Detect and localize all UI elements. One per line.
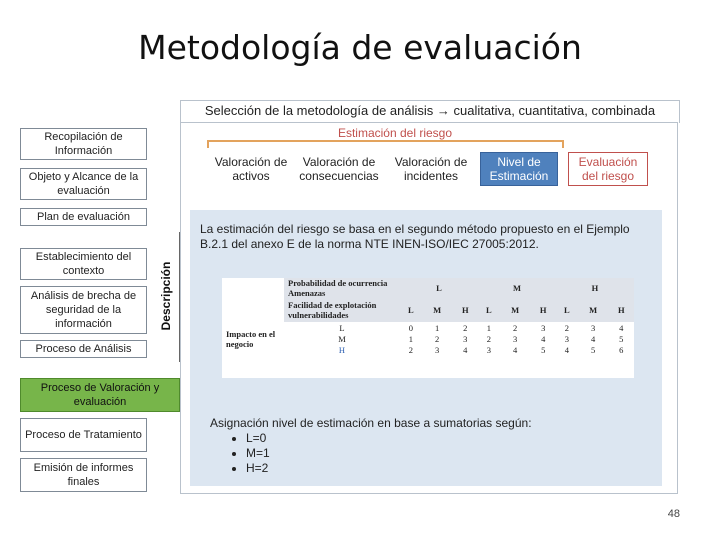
matrix-cell: 2 (408, 344, 413, 355)
step-recopilacion: Recopilación de Información (20, 128, 147, 160)
risk-matrix-table (222, 278, 634, 355)
sum-assignment (210, 416, 570, 476)
matrix-cell: 4 (463, 344, 468, 355)
step-contexto: Establecimiento del contexto (20, 248, 147, 280)
step-evaluacion-riesgo: Evaluación del riesgo (568, 152, 648, 186)
estimation-bracket (207, 140, 564, 148)
impact-level: L (339, 322, 345, 333)
sum-item: • H=2 (246, 461, 570, 476)
step-tratamiento: Proceso de Tratamiento (20, 418, 147, 452)
description-label: Descripción (159, 261, 173, 331)
sum-item: • M=1 (246, 446, 570, 461)
matrix-cell: 3 (513, 333, 518, 344)
matrix-cell: 4 (619, 322, 624, 333)
matrix-cell: 2 (513, 322, 518, 333)
impact-level: H (338, 344, 346, 355)
step-brecha: Análisis de brecha de seguridad de la información (20, 286, 147, 334)
matrix-cell: 3 (541, 322, 546, 333)
vuln-level: L (478, 298, 500, 322)
matrix-cell: 4 (541, 333, 546, 344)
prob-label: Probabilidad de ocurrencia Amenazas (284, 278, 400, 298)
vuln-level: M (500, 298, 531, 322)
impact-label: Impacto en el negocio (226, 328, 276, 349)
matrix-cell: 1 (435, 322, 440, 333)
matrix-cell: 1 (408, 333, 413, 344)
risk-matrix (222, 278, 634, 378)
threat-level-1: M (478, 278, 556, 298)
methodology-subtitle: Selección de la metodología de análisis → cualitativa, cuantitativa, combinada (180, 100, 680, 123)
matrix-cell: 3 (463, 333, 468, 344)
matrix-cell: 5 (541, 344, 546, 355)
matrix-cell: 2 (486, 333, 491, 344)
page-number: 48 (667, 508, 680, 520)
vuln-level: M (578, 298, 609, 322)
step-objeto-alcance: Objeto y Alcance de la evaluación (20, 168, 147, 200)
description-label-box (152, 232, 180, 362)
matrix-cell: 2 (463, 322, 468, 333)
matrix-cell: 3 (435, 344, 440, 355)
step-valoracion-incidentes: Valoración de incidentes (394, 155, 468, 183)
matrix-cell: 0 (408, 322, 413, 333)
step-informes: Emisión de informes finales (20, 458, 147, 492)
threat-level-2: H (556, 278, 634, 298)
description-divider (179, 232, 180, 362)
vuln-level: L (556, 298, 578, 322)
sum-item: • L=0 (246, 431, 570, 446)
vuln-level: H (453, 298, 478, 322)
sum-list (210, 431, 570, 476)
matrix-cell: 2 (435, 333, 440, 344)
vuln-level: H (609, 298, 635, 322)
facilidad-label: Facilidad de explotación vulnerabilidades (284, 298, 400, 322)
step-analisis: Proceso de Análisis (20, 340, 147, 358)
estimation-label: Estimación del riesgo (337, 126, 453, 140)
matrix-cell: 4 (513, 344, 518, 355)
matrix-cell: 6 (619, 344, 624, 355)
matrix-cell: 5 (590, 344, 596, 355)
panel-text: La estimación del riesgo se basa en el segundo método propuesto en el Ejemplo B.2.1 del anexo E de la norma NTE INEN-ISO/IEC 27005:2012. (200, 222, 630, 251)
vuln-level: H (531, 298, 556, 322)
matrix-cell: 3 (590, 322, 596, 333)
matrix-cell: 1 (486, 322, 491, 333)
matrix-cell: 5 (619, 333, 624, 344)
vuln-level: L (400, 298, 422, 322)
matrix-cell: 3 (486, 344, 491, 355)
sum-intro: Asignación nivel de estimación en base a sumatorias según: (210, 416, 532, 430)
matrix-cell: 4 (590, 333, 596, 344)
slide-title: Metodología de evaluación (138, 28, 582, 67)
matrix-cell: 3 (564, 333, 569, 344)
step-valoracion-active: Proceso de Valoración y evaluación (20, 378, 180, 412)
matrix-cell: 2 (564, 322, 569, 333)
step-plan: Plan de evaluación (20, 208, 147, 226)
step-valoracion-activos: Valoración de activos (214, 155, 288, 183)
threat-level-0: L (400, 278, 478, 298)
vuln-level: M (422, 298, 453, 322)
impact-level: M (338, 333, 346, 344)
step-valoracion-consecuencias: Valoración de consecuencias (299, 155, 379, 183)
matrix-cell: 4 (564, 344, 569, 355)
step-nivel-estimacion: Nivel de Estimación (480, 152, 558, 186)
